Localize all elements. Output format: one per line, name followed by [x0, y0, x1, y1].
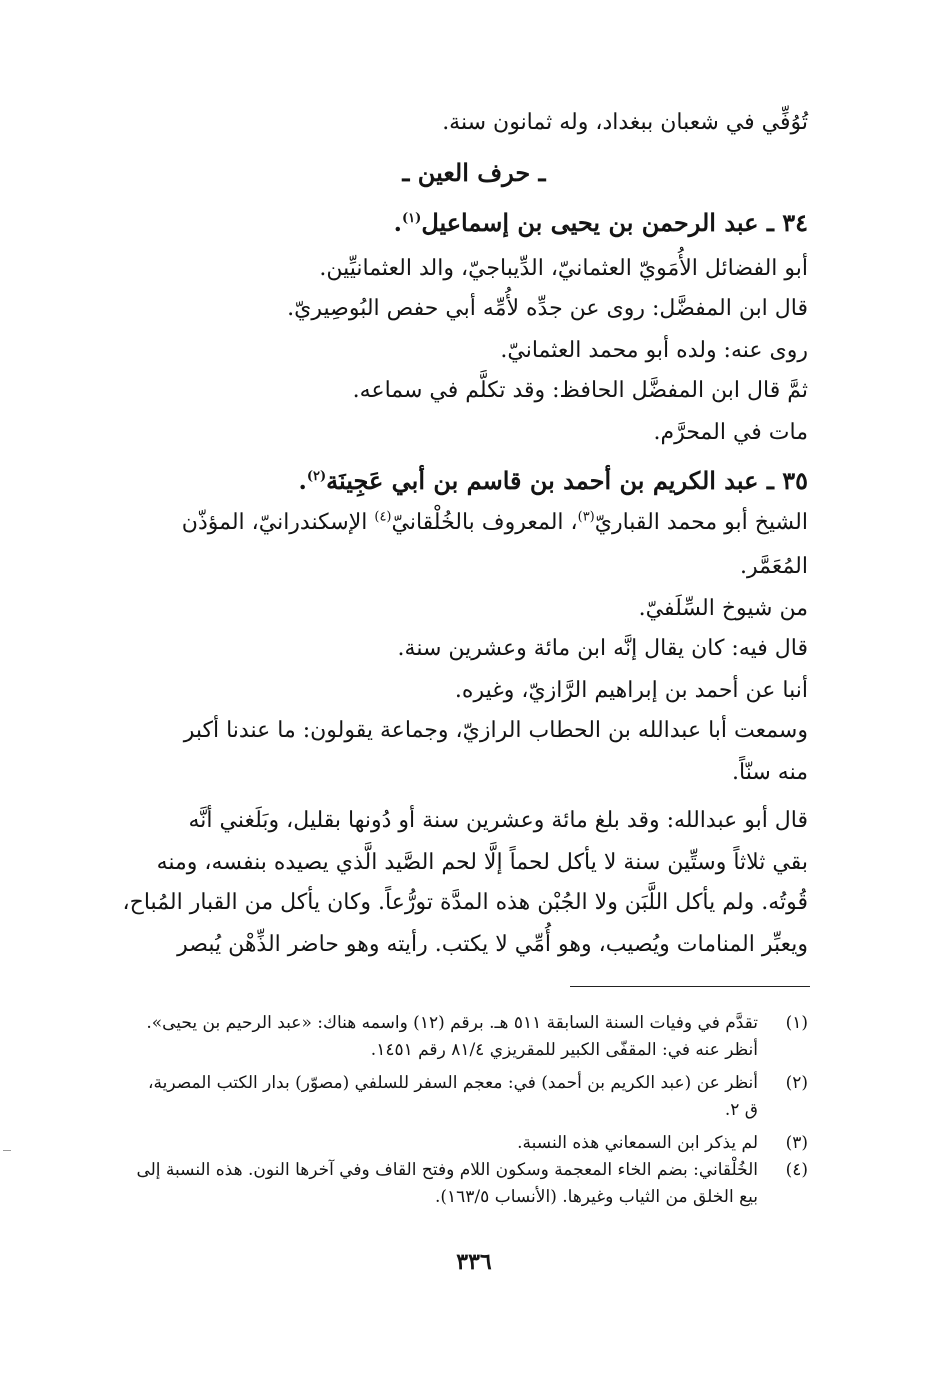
text-line-content: المُعَمَّر. [740, 554, 808, 579]
footnote-ref[interactable]: (١) [402, 211, 422, 226]
entry-34-title [394, 208, 808, 238]
footnote-line: أنظر عن (عبد الكريم بن أحمد) في: معجم السفر للسلفي (مصوّر) بدار الكتب المصرية، [148, 1073, 758, 1093]
text-line [106, 806, 808, 836]
period: . [298, 466, 307, 495]
section-heading [0, 158, 948, 188]
text-line-content: قال ابن المفضَّل: روى عن جدِّه لأُمِّه أبي حفص البُوصِيريّ. [287, 296, 808, 321]
text-line [732, 758, 808, 788]
text-line-content: الإسكندرانيّ، المؤذّن [181, 510, 375, 535]
text-line-content: من شيوخ السِّلَفيّ. [638, 596, 808, 621]
footnote-line: أنظر عنه في: المقفّى الكبير للمقريزي ٨١/٤ رقم ١٤٥١. [370, 1040, 758, 1060]
entry-35-title [298, 466, 808, 496]
footnote-separator [570, 986, 810, 987]
text-line [740, 552, 808, 582]
footnotes [100, 1010, 808, 1211]
text-line-content: الشيخ أبو محمد القباريّ [594, 510, 808, 535]
text-line [455, 676, 808, 706]
footnote-line: بيع الخلق من الثياب وغيرها. (الأنساب ١٦٣/٥). [434, 1187, 758, 1207]
footnote-text [100, 1130, 758, 1157]
text-line-content: بقي ثلاثاً وستِّين سنة لا يأكل لحماً إلَّا لحم الصَّيد الَّذي يصيده بنفسه، ومنه [156, 850, 808, 875]
text-line-content: مات في المحرَّم. [653, 420, 808, 445]
text-line [106, 716, 808, 746]
footnote-line: تقدَّم في وفيات السنة السابقة ٥١١ هـ. برقم (١٢) واسمه هناك: «عبد الرحيم بن يحيى». [146, 1013, 758, 1033]
text-line-content: منه سنّاً. [732, 760, 808, 785]
page-number: ٣٣٦ [456, 1249, 492, 1275]
text-line [442, 108, 808, 138]
text-line [106, 508, 808, 538]
footnote-3 [100, 1130, 808, 1157]
text-line [653, 418, 808, 448]
footnote-ref[interactable]: (٢) [306, 469, 327, 484]
text-line-content: قال فيه: كان يقال إنَّه ابن مائة وعشرين سنة. [397, 636, 808, 661]
footnote-4 [100, 1157, 808, 1211]
footnote-number: (١) [785, 1013, 808, 1033]
text-line [287, 294, 808, 324]
text-line-content: ، المعروف بالخُلْقانيّ [391, 510, 578, 535]
text-line-content: وسمعت أبا عبدالله بن الحطاب الرازيّ، وجماعة يقولون: ما عندنا أكبر [183, 718, 808, 743]
text-line [106, 930, 808, 960]
text-line [500, 336, 808, 366]
footnote-number: (٣) [785, 1133, 808, 1153]
text-line [353, 376, 808, 406]
text-line [106, 888, 808, 918]
footnote-number: (٤) [785, 1160, 808, 1180]
text-line [319, 254, 808, 284]
footnote-text [100, 1157, 758, 1211]
footnote-text [100, 1070, 758, 1124]
period: . [393, 208, 403, 237]
entry-title-text: ٣٤ ـ عبد الرحمن بن يحيى بن إسماعيل [421, 208, 808, 237]
footnote-line: الخُلْقاني: بضم الخاء المعجمة وسكون اللام وفتح القاف وفي آخرها النون. هذه النسبة إلى [136, 1160, 758, 1180]
entry-title-text: ٣٥ ـ عبد الكريم بن أحمد بن قاسم بن أبي عَجِينَة [326, 466, 808, 495]
footnote-number: (٢) [785, 1073, 808, 1093]
footnote-ref[interactable]: (٣) [577, 509, 595, 525]
text-line-content: قال أبو عبدالله: وقد بلغ مائة وعشرين سنة أو دُونها بقليل، وبَلَغني أنَّه [188, 808, 808, 833]
footnote-line: ق ٢. [724, 1100, 758, 1120]
text-line-content: ويعبِّر المنامات ويُصيب، وهو أُمِّي لا يكتب. رأيته وهو حاضر الذِّهْن يُبصر [177, 932, 808, 957]
text-line [398, 634, 808, 664]
text-line-content: تُوُفِّي في شعبان ببغداد، وله ثمانون سنة. [442, 110, 808, 135]
text-line-content: روى عنه: ولده أبو محمد العثمانيّ. [500, 338, 808, 363]
text-line [106, 848, 808, 878]
text-line-content: قُوتُه. ولم يأكل اللَّبَن ولا الجُبْن هذه المدَّة تورُّعاً. وكان يأكل من القبار المُباح، [122, 890, 808, 915]
scan-edge-mark [3, 1150, 11, 1151]
footnote-text [100, 1010, 758, 1064]
footnote-2 [100, 1070, 808, 1124]
text-line-content: ثمَّ قال ابن المفضَّل الحافظ: وقد تكلَّم في سماعه. [352, 378, 808, 403]
text-line-content: أنبا عن أحمد بن إبراهيم الرَّازيّ، وغيره. [454, 678, 808, 703]
text-line-content: أبو الفضائل الأُمَويّ العثمانيّ، الدِّيباجيّ، والد العثمانيِّين. [319, 256, 808, 281]
footnote-line: لم يذكر ابن السمعاني هذه النسبة. [517, 1133, 758, 1153]
footnote-1 [100, 1010, 808, 1064]
text-line [639, 594, 808, 624]
section-heading-text: ـ حرف العين ـ [402, 158, 546, 187]
footnote-ref[interactable]: (٤) [374, 509, 392, 525]
